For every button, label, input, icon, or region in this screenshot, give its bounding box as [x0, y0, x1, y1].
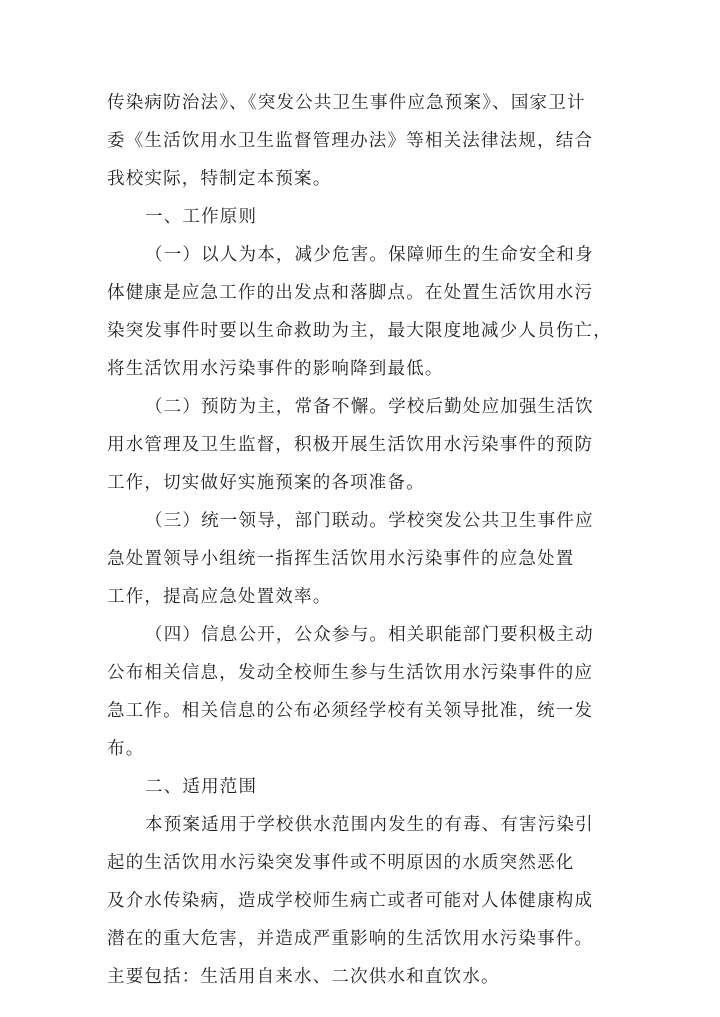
- text-line: 起的生活饮用水污染突发事件或不明原因的水质突然恶化: [107, 853, 575, 873]
- text-line: 主要包括：生活用自来水、二次供水和直饮水。: [107, 967, 500, 987]
- text-line: 用水管理及卫生监督，积极开展生活饮用水污染事件的预防: [107, 435, 594, 455]
- text-line: 工作，提高应急处置效率。: [107, 587, 332, 607]
- text-line: 工作，切实做好实施预案的各项准备。: [107, 473, 425, 493]
- text-line: 潜在的重大危害，并造成严重影响的生活饮用水污染事件。: [107, 929, 594, 949]
- text-line: 将生活饮用水污染事件的影响降到最低。: [107, 359, 444, 379]
- section-heading-principles: 一、工作原则: [145, 207, 258, 227]
- text-line: （三）统一领导，部门联动。学校突发公共卫生事件应: [145, 511, 594, 531]
- text-line: 体健康是应急工作的出发点和落脚点。在处置生活饮用水污: [107, 283, 594, 303]
- text-line: 染突发事件时要以生命救助为主，最大限度地减少人员伤亡，: [107, 321, 612, 341]
- text-line: 公布相关信息，发动全校师生参与生活饮用水污染事件的应: [107, 663, 594, 683]
- text-line: 我校实际，特制定本预案。: [107, 169, 332, 189]
- text-line: 及介水传染病，造成学校师生病亡或者可能对人体健康构成: [107, 891, 594, 911]
- text-line: 布。: [107, 739, 145, 759]
- text-line: （二）预防为主，常备不懈。学校后勤处应加强生活饮: [145, 397, 594, 417]
- text-line: 本预案适用于学校供水范围内发生的有毒、有害污染引: [145, 815, 594, 835]
- text-line: （一）以人为本，减少危害。保障师生的生命安全和身: [145, 245, 594, 265]
- text-line: 急处置领导小组统一指挥生活饮用水污染事件的应急处置: [107, 549, 575, 569]
- text-line: 传染病防治法》、《突发公共卫生事件应急预案》、国家卫计: [107, 93, 586, 113]
- text-line: （四）信息公开，公众参与。相关职能部门要积极主动: [145, 625, 594, 645]
- text-line: 委《生活饮用水卫生监督管理办法》等相关法律法规，结合: [107, 131, 594, 151]
- document-body: [107, 84, 617, 996]
- text-line: 急工作。相关信息的公布必须经学校有关领导批准，统一发: [107, 701, 594, 721]
- section-heading-scope: 二、适用范围: [145, 777, 258, 797]
